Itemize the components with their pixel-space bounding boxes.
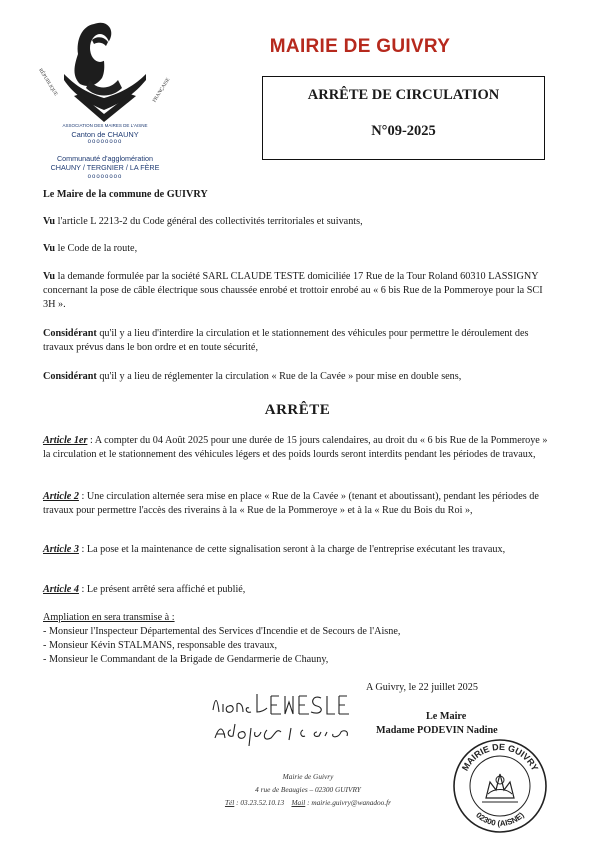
seal-bottom-text: 02300 (AISNE) <box>474 810 526 829</box>
mairie-title: MAIRIE DE GUIVRY <box>269 36 451 57</box>
seal-top-text: MAIRIE DE GUIVRY <box>459 741 541 773</box>
arrete-title-box <box>262 76 545 160</box>
handwritten-signature-icon <box>205 690 365 750</box>
arrete-type-title: ARRÊTE DE CIRCULATION <box>307 87 500 103</box>
footer-address: 4 rue de Beaugies – 02300 GUIVRY <box>255 785 361 794</box>
vu-text: le Code de la route, <box>55 243 138 254</box>
article-lead: Article 4 <box>43 584 79 595</box>
vu-paragraph-1 <box>43 215 555 229</box>
intro-line: Le Maire de la commune de GUIVRY <box>43 189 208 200</box>
logo-communaute-line2: CHAUNY / TERGNIER / LA FÈRE <box>50 163 160 172</box>
svg-text:02300 (AISNE) <box>474 810 526 828</box>
article-2 <box>43 490 555 518</box>
logo-divider-dots-2: oooooooo <box>87 174 123 180</box>
considerant-paragraph-2 <box>43 370 555 384</box>
article-3 <box>43 543 555 557</box>
vu-text: l'article L 2213-2 du Code général des collectivités territoriales et suivants, <box>55 216 363 227</box>
commune-logo <box>30 14 180 180</box>
recipient-item: - Monsieur Kévin STALMANS, responsable des travaux, <box>43 640 278 651</box>
logo-divider-dots: oooooooo <box>87 139 123 145</box>
vu-paragraph-2 <box>43 242 555 256</box>
article-lead: Article 3 <box>43 544 79 555</box>
recipient-item: - Monsieur l'Inspecteur Départemental des Services d'Incendie et de Secours de l'Aisne, <box>43 626 401 637</box>
article-text: : La pose et la maintenance de cette signalisation seront à la charge de l'entreprise exécutant les travaux, <box>78 544 506 555</box>
arrete-heading: ARRÊTE <box>264 402 331 418</box>
article-text: : A compter du 04 Août 2025 pour une durée de 15 jours calendaires, au droit du « 6 bis Rue de la Pommeroye » la circulation et le stationnement des véhicules légers et des poids lourds seront interdits pendant les périodes de travaux, <box>43 435 548 461</box>
footer-contact <box>188 798 428 807</box>
footer-tel-value: : 03.23.52.10.13 <box>234 798 285 807</box>
considerant-text: qu'il y a lieu d'interdire la circulation et le stationnement des véhicules pour permettre le déroulement des travaux prévus dans le bon ordre et en toute sécurité, <box>43 328 529 354</box>
logo-arc-right-text: FRANÇAISE <box>152 77 172 104</box>
logo-arc-left-text: RÉPUBLIQUE <box>37 67 58 98</box>
ampliation-line: Ampliation en sera transmise à : <box>43 612 175 623</box>
footer-tel-label: Tél <box>224 798 235 807</box>
logo-communaute-line1: Communauté d'agglomération <box>56 154 154 163</box>
logo-association-text: ASSOCIATION DES MAIRES DE L'AISNE <box>62 123 148 128</box>
svg-text:MAIRIE DE GUIVRY <box>460 742 540 773</box>
vu-lead: Vu <box>43 271 56 282</box>
vu-lead: Vu <box>43 216 56 227</box>
vu-paragraph-3 <box>43 270 555 313</box>
marianne-logo-icon <box>44 14 166 126</box>
article-1 <box>43 434 555 462</box>
logo-canton-text: Canton de CHAUNY <box>71 130 139 139</box>
official-seal-icon <box>452 738 548 834</box>
vu-lead: Vu <box>43 243 56 254</box>
footer-mail-value: : mairie.guivry@wanadoo.fr <box>305 798 392 807</box>
considerant-lead: Considérant <box>43 371 97 382</box>
footer-mairie-name: Mairie de Guivry <box>282 772 334 781</box>
considerant-lead: Considérant <box>43 328 97 339</box>
logo-communaute-text <box>30 154 180 172</box>
article-text: : Le présent arrêté sera affiché et publié, <box>78 584 246 595</box>
date-line: A Guivry, le 22 juillet 2025 <box>366 682 478 693</box>
signature-title: Le Maire <box>426 711 467 722</box>
article-lead: Article 2 <box>43 491 79 502</box>
article-4 <box>43 583 555 597</box>
article-lead: Article 1er <box>43 435 88 446</box>
considerant-paragraph-1 <box>43 327 555 355</box>
considerant-text: qu'il y a lieu de réglementer la circulation « Rue de la Cavée » pour mise en double sens, <box>96 371 462 382</box>
footer-mail-label: Mail <box>291 798 306 807</box>
arrete-number: N°09-2025 <box>371 123 436 139</box>
vu-text: la demande formulée par la société SARL CLAUDE TESTE domiciliée 17 Rue de la Tour Roland 60310 LASSIGNY concernant la pose de câble électrique sous chaussée enrobé et trottoir enrobé au « 6 bis Rue de la Pommeroye pour la SCI 3H ». <box>43 271 543 311</box>
signature-name: Madame PODEVIN Nadine <box>376 725 498 736</box>
recipient-item: - Monsieur le Commandant de la Brigade de Gendarmerie de Chauny, <box>43 654 329 665</box>
article-text: : Une circulation alternée sera mise en place « Rue de la Cavée » (tenant et aboutissant), pendant les périodes de travaux pour permettre l'accès des riverains à la « Rue de la Pommeroye » et à la « Rue du Bois du Roi », <box>43 491 539 517</box>
